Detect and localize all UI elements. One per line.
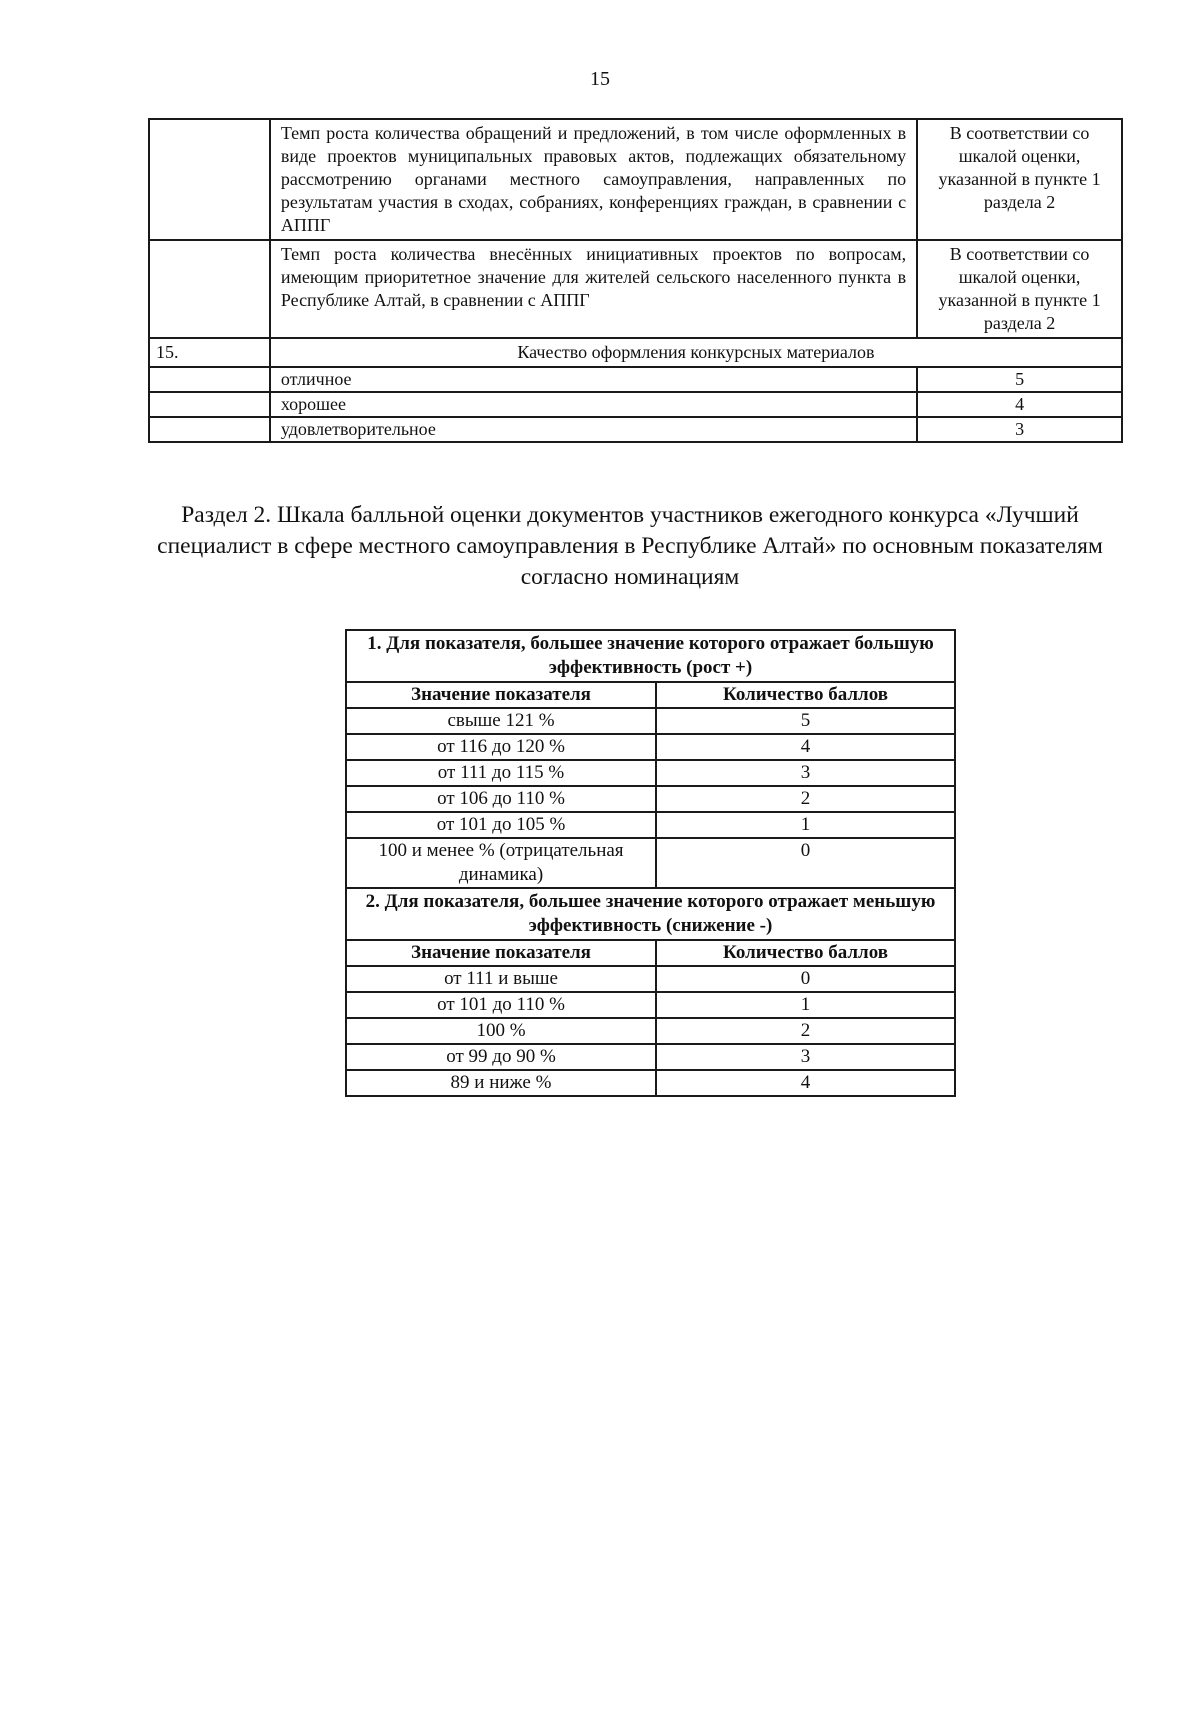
scale-row xyxy=(346,734,955,760)
scale-value: от 106 до 110 % xyxy=(346,786,656,812)
scale-column-header-row xyxy=(346,682,955,708)
scale-group-title-row xyxy=(346,888,955,940)
scale-points: 0 xyxy=(656,838,955,888)
scale-value: 100 % xyxy=(346,1018,656,1044)
column-header-points: Количество баллов xyxy=(656,682,955,708)
criteria-item-number: 15. xyxy=(149,338,270,367)
criteria-row-number xyxy=(149,119,270,240)
scale-points: 1 xyxy=(656,812,955,838)
scale-row xyxy=(346,708,955,734)
grade-label: удовлетворительное xyxy=(270,417,917,442)
scale-points: 2 xyxy=(656,1018,955,1044)
criteria-item-heading: Качество оформления конкурсных материалов xyxy=(270,338,1122,367)
scale-value: от 111 до 115 % xyxy=(346,760,656,786)
grade-label: отличное xyxy=(270,367,917,392)
grade-score: 5 xyxy=(917,367,1122,392)
criteria-row-number xyxy=(149,240,270,338)
grade-label: хорошее xyxy=(270,392,917,417)
scale-group-title: 2. Для показателя, большее значение которого отражает меньшую эффективность (снижение -) xyxy=(346,888,955,940)
scale-value: от 111 и выше xyxy=(346,966,656,992)
scale-points: 5 xyxy=(656,708,955,734)
column-header-value: Значение показателя xyxy=(346,682,656,708)
grade-number-cell xyxy=(149,417,270,442)
criteria-item-heading-row xyxy=(149,338,1122,367)
grade-score: 4 xyxy=(917,392,1122,417)
scale-points: 1 xyxy=(656,992,955,1018)
scale-value: 100 и менее % (отрицательная динамика) xyxy=(346,838,656,888)
grade-number-cell xyxy=(149,392,270,417)
scale-table xyxy=(345,629,956,1097)
criteria-row-score: В соответствии со шкалой оценки, указанной в пункте 1 раздела 2 xyxy=(917,240,1122,338)
criteria-table xyxy=(148,118,1123,443)
section-2-title: Раздел 2. Шкала балльной оценки документов участников ежегодного конкурса «Лучший специалист в сфере местного самоуправления в Республике Алтай» по основным показателям согласно номинациям xyxy=(157,502,1103,590)
grade-row xyxy=(149,367,1122,392)
column-header-points: Количество баллов xyxy=(656,940,955,966)
scale-value: свыше 121 % xyxy=(346,708,656,734)
scale-column-header-row xyxy=(346,940,955,966)
criteria-row-score: В соответствии со шкалой оценки, указанной в пункте 1 раздела 2 xyxy=(917,119,1122,240)
scale-row xyxy=(346,992,955,1018)
grade-number-cell xyxy=(149,367,270,392)
scale-row xyxy=(346,812,955,838)
criteria-row-text: Темп роста количества внесённых инициативных проектов по вопросам, имеющим приоритетное значение для жителей сельского населенного пункта в Республике Алтай, в сравнении с АППГ xyxy=(270,240,917,338)
scale-points: 0 xyxy=(656,966,955,992)
scale-group-title-row xyxy=(346,630,955,682)
scale-row xyxy=(346,1044,955,1070)
scale-value: от 99 до 90 % xyxy=(346,1044,656,1070)
scale-value: 89 и ниже % xyxy=(346,1070,656,1096)
column-header-value: Значение показателя xyxy=(346,940,656,966)
scale-points: 2 xyxy=(656,786,955,812)
page-number: 15 xyxy=(590,68,610,90)
scale-row xyxy=(346,966,955,992)
scale-value: от 116 до 120 % xyxy=(346,734,656,760)
grade-row xyxy=(149,392,1122,417)
grade-score: 3 xyxy=(917,417,1122,442)
scale-value: от 101 до 110 % xyxy=(346,992,656,1018)
criteria-row xyxy=(149,119,1122,240)
criteria-row-text: Темп роста количества обращений и предложений, в том числе оформленных в виде проектов муниципальных правовых актов, подлежащих обязательному рассмотрению органами местного самоуправления, направленных по результатам участия в сходах, собраниях, конференциях граждан, в сравнении с АППГ xyxy=(270,119,917,240)
scale-row xyxy=(346,1070,955,1096)
scale-row xyxy=(346,1018,955,1044)
scale-points: 3 xyxy=(656,1044,955,1070)
scale-row xyxy=(346,760,955,786)
scale-value: от 101 до 105 % xyxy=(346,812,656,838)
scale-row xyxy=(346,786,955,812)
scale-row xyxy=(346,838,955,888)
criteria-row xyxy=(149,240,1122,338)
grade-row xyxy=(149,417,1122,442)
scale-points: 3 xyxy=(656,760,955,786)
scale-points: 4 xyxy=(656,1070,955,1096)
scale-points: 4 xyxy=(656,734,955,760)
scale-group-title: 1. Для показателя, большее значение которого отражает большую эффективность (рост +) xyxy=(346,630,955,682)
